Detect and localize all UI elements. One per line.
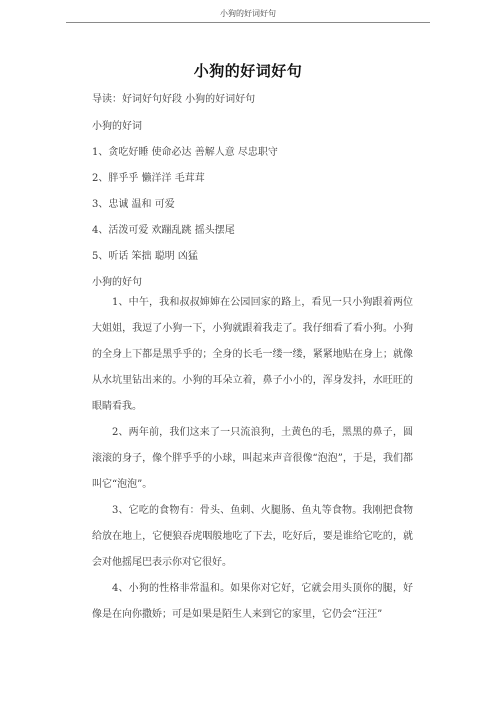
word-line-5: 5、听话 笨拙 聪明 凶猛: [92, 251, 198, 262]
words-heading: 小狗的好词: [92, 121, 142, 132]
word-line-4: 4、活泼可爱 欢蹦乱跳 摇头摆尾: [92, 225, 235, 236]
page-header: 小狗的好词好句: [220, 9, 276, 18]
header-rule: [66, 22, 430, 23]
intro-line: 导读：好词好句好段 小狗的好词好句: [92, 94, 256, 105]
document-title: 小狗的好词好句: [193, 62, 303, 80]
paragraph-4: 4、小狗的性格非常温和。如果你对它好，它就会用头顶你的腿，好像是在向你撒娇；可是如果是陌生人来到它的家里，它仍会“汪汪”: [92, 583, 413, 620]
paragraph-1: 1、中午，我和叔叔婶婶在公园回家的路上，看见一只小狗跟着两位大姐姐，我逗了小狗一下，小狗就跟着我走了。我仔细看了看小狗。小狗的全身上下都是黑乎乎的；全身的长毛一缕一缕，紧紧地贴在身上；就像从水坑里钻出来的。小狗的耳朵立着，鼻子小小的，浑身发抖，水旺旺的眼睛看我。: [92, 297, 413, 412]
paragraph-3: 3、它吃的食物有：骨头、鱼刺、火腿肠、鱼丸等食物。我刚把食物给放在地上，它便狼吞虎咽般地吃了下去，吃好后，要是谁给它吃的，就会对他摇尾巴表示你对它很好。: [92, 505, 413, 568]
word-line-2: 2、胖乎乎 懒洋洋 毛茸茸: [92, 173, 205, 184]
word-line-3: 3、忠诚 温和 可爱: [92, 199, 175, 210]
sentences-heading: 小狗的好句: [92, 277, 142, 288]
word-line-1: 1、贪吃好睡 使命必达 善解人意 尽忠职守: [92, 147, 278, 158]
paragraph-2: 2、两年前，我们这来了一只流浪狗，土黄色的毛，黑黑的鼻子，圆滚滚的身子，像个胖乎乎的小球，叫起来声音很像“泡泡”，于是，我们都叫它“泡泡”。: [92, 427, 413, 490]
